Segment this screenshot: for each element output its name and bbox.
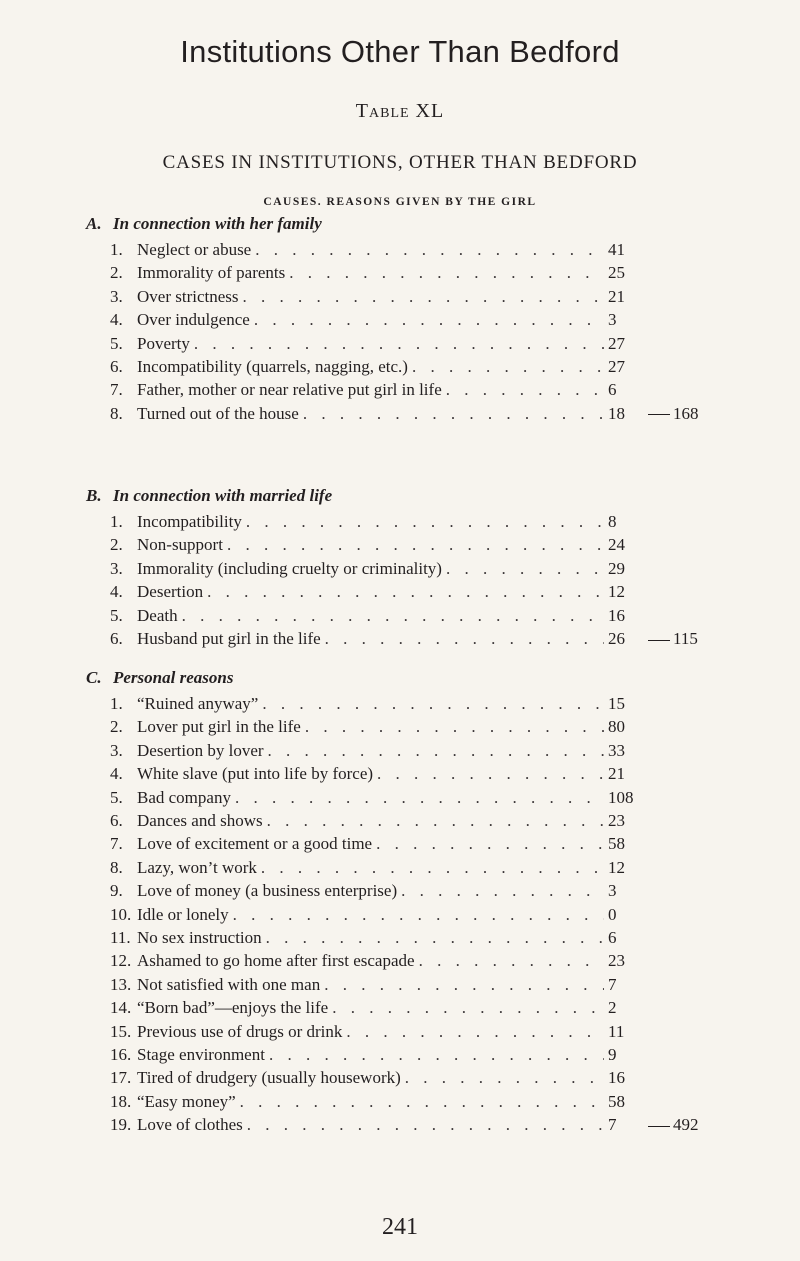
dot-leader: [446, 559, 604, 579]
row-label: Lazy, won’t work: [137, 857, 257, 877]
dot-leader: [240, 1092, 604, 1112]
row-value: 23: [608, 951, 625, 971]
dot-leader: [324, 975, 604, 995]
row-number: 3.: [110, 286, 123, 306]
table-title: CASES IN INSTITUTIONS, OTHER THAN BEDFORD: [162, 152, 638, 173]
row-value: 2: [608, 998, 617, 1018]
row-number: 8.: [110, 403, 123, 423]
table-row: [110, 951, 640, 975]
row-number: 3.: [110, 558, 123, 578]
row-label: Not satisfied with one man: [137, 974, 321, 994]
total-value: 492: [673, 1115, 699, 1135]
row-label: Father, mother or near relative put girl in life: [137, 380, 442, 400]
table-row: [110, 606, 640, 630]
row-label: Dances and shows: [137, 811, 263, 830]
table-row: [110, 1068, 640, 1092]
section-total: [648, 1115, 699, 1135]
row-number: 10.: [110, 904, 132, 924]
dot-leader: [412, 357, 604, 377]
section-total: [648, 404, 699, 424]
dot-leader: [267, 811, 604, 831]
row-label: Turned out of the house: [137, 403, 299, 423]
row-label: Neglect or abuse: [137, 240, 252, 259]
row-value: 21: [608, 286, 625, 306]
table-row: [110, 380, 640, 404]
table-row: [110, 998, 640, 1022]
table-row: [110, 1092, 640, 1116]
total-value: 168: [673, 403, 699, 423]
section-total: [648, 629, 698, 649]
table-row: [110, 717, 640, 741]
dot-leader: [243, 287, 604, 307]
row-number: 8.: [110, 857, 123, 877]
row-value: 108: [608, 787, 634, 807]
dot-leader: [194, 334, 604, 354]
row-number: 15.: [110, 1021, 132, 1041]
row-number: 6.: [110, 357, 123, 376]
table-row: [110, 858, 640, 882]
row-label: “Born bad”—enjoys the life: [137, 998, 329, 1018]
row-label: Ashamed to go home after first escapade: [137, 951, 415, 971]
row-value: 16: [608, 605, 625, 625]
row-number: 11.: [110, 928, 131, 947]
row-number: 19.: [110, 1115, 132, 1135]
dot-leader: [233, 905, 604, 925]
row-value: 25: [608, 263, 625, 283]
row-label: Bad company: [137, 787, 231, 807]
dot-leader: [325, 629, 604, 649]
row-label: Over strictness: [137, 286, 239, 306]
dot-leader: [405, 1068, 604, 1088]
page-number: 241: [382, 1214, 418, 1240]
table-row: [110, 629, 640, 653]
table-row: [110, 535, 640, 559]
dot-leader: [266, 928, 604, 948]
row-number: 7.: [110, 834, 123, 854]
row-value: 26: [608, 629, 625, 648]
row-value: 58: [608, 834, 625, 854]
row-label: Tired of drudgery (usually housework): [137, 1068, 401, 1088]
row-label: Stage environment: [137, 1045, 265, 1064]
dot-leader: [261, 858, 604, 878]
row-value: 9: [608, 1045, 617, 1064]
row-label: Incompatibility (quarrels, nagging, etc.): [137, 357, 408, 376]
row-number: 3.: [110, 740, 123, 760]
row-label: Love of clothes: [137, 1115, 243, 1135]
row-value: 33: [608, 740, 625, 760]
row-number: 4.: [110, 310, 123, 330]
table-row: [110, 559, 640, 583]
row-number: 9.: [110, 881, 123, 901]
table-subhead: CAUSES. REASONS GIVEN BY THE GIRL: [263, 196, 537, 208]
section-letter: B.: [86, 486, 102, 505]
section-letter: C.: [86, 668, 102, 687]
row-value: 6: [608, 380, 617, 400]
table-row: [110, 1115, 640, 1139]
row-number: 13.: [110, 974, 132, 994]
row-value: 21: [608, 764, 625, 784]
row-number: 4.: [110, 582, 123, 602]
total-rule: [648, 640, 670, 641]
row-label: Love of money (a business enterprise): [137, 881, 398, 901]
table-row: [110, 240, 640, 264]
section-heading: [86, 668, 233, 688]
row-label: Previous use of drugs or drink: [137, 1021, 343, 1041]
running-head: Institutions Other Than Bedford: [180, 34, 620, 69]
table-row: [110, 881, 640, 905]
row-number: 4.: [110, 764, 123, 784]
dot-leader: [207, 582, 604, 602]
dot-leader: [289, 263, 604, 283]
row-number: 1.: [110, 240, 123, 259]
row-value: 7: [608, 1115, 617, 1135]
row-value: 3: [608, 881, 617, 901]
total-value: 115: [673, 629, 698, 648]
row-value: 23: [608, 811, 625, 830]
dot-leader: [303, 404, 604, 424]
row-number: 14.: [110, 998, 132, 1018]
table-row: [110, 512, 640, 536]
row-number: 16.: [110, 1045, 132, 1064]
row-value: 41: [608, 240, 625, 259]
row-label: Non-support: [137, 535, 223, 555]
table-label: Table XL: [355, 100, 445, 122]
table-row: [110, 334, 640, 358]
row-label: “Ruined anyway”: [137, 694, 259, 713]
section-title: Personal reasons: [113, 668, 234, 687]
row-value: 58: [608, 1091, 625, 1111]
section-title: In connection with married life: [113, 486, 333, 505]
row-label: Idle or lonely: [137, 904, 229, 924]
dot-leader: [332, 998, 604, 1018]
row-value: 12: [608, 582, 625, 602]
table-row: [110, 694, 640, 718]
row-number: 1.: [110, 694, 123, 713]
dot-leader: [377, 764, 604, 784]
row-value: 6: [608, 928, 617, 947]
row-label: Love of excitement or a good time: [137, 834, 373, 854]
total-rule: [648, 1126, 670, 1127]
row-label: Desertion: [137, 582, 204, 602]
row-label: Immorality (including cruelty or criminality): [137, 558, 442, 578]
section-heading: [86, 214, 322, 234]
table-row: [110, 582, 640, 606]
row-value: 3: [608, 310, 617, 330]
table-row: [110, 741, 640, 765]
table-row: [110, 310, 640, 334]
table-row: [110, 905, 640, 929]
dot-leader: [254, 310, 604, 330]
row-label: Desertion by lover: [137, 740, 264, 760]
table-row: [110, 287, 640, 311]
dot-leader: [262, 694, 604, 714]
row-number: 12.: [110, 951, 132, 971]
row-label: Husband put girl in the life: [137, 629, 321, 648]
table-row: [110, 788, 640, 812]
dot-leader: [235, 788, 604, 808]
row-label: Poverty: [137, 333, 190, 353]
table-row: [110, 834, 640, 858]
dot-leader: [247, 1115, 604, 1135]
row-value: 12: [608, 857, 625, 877]
dot-leader: [182, 606, 604, 626]
row-number: 2.: [110, 717, 123, 737]
row-number: 6.: [110, 629, 123, 648]
row-value: 15: [608, 694, 625, 713]
table-row: [110, 928, 640, 952]
row-label: Over indulgence: [137, 310, 250, 330]
row-value: 18: [608, 403, 625, 423]
row-number: 1.: [110, 512, 123, 531]
row-value: 8: [608, 512, 617, 531]
table-row: [110, 404, 640, 428]
table-row: [110, 1045, 640, 1069]
table-row: [110, 357, 640, 381]
dot-leader: [376, 834, 604, 854]
dot-leader: [268, 741, 604, 761]
dot-leader: [269, 1045, 604, 1065]
row-value: 24: [608, 535, 625, 555]
dot-leader: [305, 717, 604, 737]
table-row: [110, 263, 640, 287]
row-label: White slave (put into life by force): [137, 764, 374, 784]
table-row: [110, 975, 640, 999]
row-value: 29: [608, 558, 625, 578]
row-number: 2.: [110, 263, 123, 283]
row-number: 6.: [110, 811, 123, 830]
row-label: “Easy money”: [137, 1091, 236, 1111]
row-label: Lover put girl in the life: [137, 717, 301, 737]
table-row: [110, 811, 640, 835]
section-letter: A.: [86, 214, 102, 233]
table-row: [110, 1022, 640, 1046]
dot-leader: [419, 951, 604, 971]
row-number: 5.: [110, 333, 123, 353]
row-label: Incompatibility: [137, 512, 242, 531]
total-rule: [648, 414, 670, 415]
row-value: 27: [608, 333, 625, 353]
dot-leader: [255, 240, 604, 260]
dot-leader: [346, 1022, 604, 1042]
row-number: 17.: [110, 1068, 132, 1088]
row-label: Death: [137, 605, 178, 625]
row-value: 7: [608, 974, 617, 994]
dot-leader: [227, 535, 604, 555]
row-value: 27: [608, 357, 625, 376]
row-value: 16: [608, 1068, 625, 1088]
section-title: In connection with her family: [113, 214, 322, 233]
dot-leader: [246, 512, 604, 532]
row-value: 0: [608, 904, 617, 924]
table-row: [110, 764, 640, 788]
row-number: 18.: [110, 1091, 132, 1111]
row-number: 5.: [110, 787, 123, 807]
section-heading: [86, 486, 332, 506]
dot-leader: [446, 380, 604, 400]
dot-leader: [401, 881, 604, 901]
row-label: No sex instruction: [137, 928, 262, 947]
row-number: 5.: [110, 605, 123, 625]
row-number: 2.: [110, 535, 123, 555]
row-label: Immorality of parents: [137, 263, 286, 283]
row-value: 80: [608, 717, 625, 737]
row-number: 7.: [110, 380, 123, 400]
row-value: 11: [608, 1021, 625, 1041]
